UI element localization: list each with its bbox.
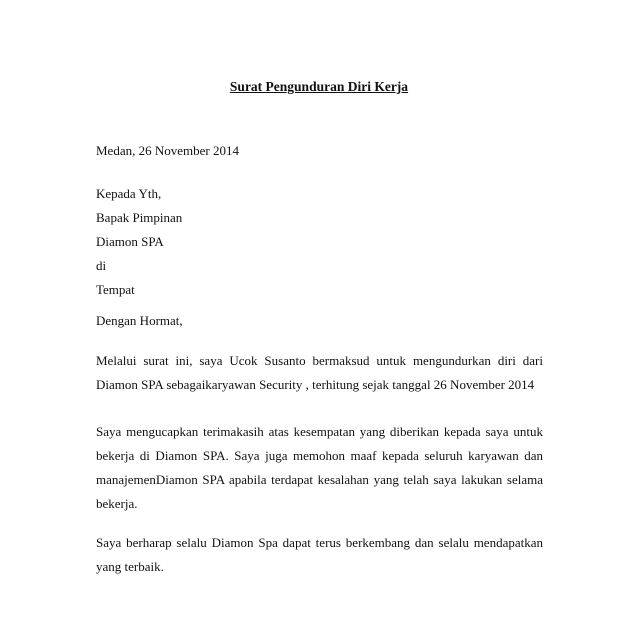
recipient-line-4: di xyxy=(96,258,107,273)
paragraph-3: Saya berharap selalu Diamon Spa dapat terus berkembang dan selalu mendapatkan yang terbaik. xyxy=(96,535,543,574)
recipient-line-1: Kepada Yth, xyxy=(96,186,162,201)
place-date: Medan, 26 November 2014 xyxy=(96,143,239,158)
recipient-line-2: Bapak Pimpinan xyxy=(96,210,183,225)
paragraph-2: Saya mengucapkan terimakasih atas kesempatan yang diberikan kepada saya untuk bekerja di Diamon SPA. Saya juga memohon maaf kepada seluruh karyawan dan manajemenDiamon SPA apabila terdapat kesalahan yang telah saya lakukan selama bekerja. xyxy=(96,424,543,511)
greeting: Dengan Hormat, xyxy=(96,313,183,328)
recipient-line-5: Tempat xyxy=(96,282,135,297)
paragraph-1: Melalui surat ini, saya Ucok Susanto bermaksud untuk mengundurkan diri dari Diamon SPA sebagaikaryawan Security , terhitung sejak tanggal 26 November 2014 xyxy=(96,353,543,392)
letter-title: Surat Pengunduran Diri Kerja xyxy=(229,79,409,94)
recipient-line-3: Diamon SPA xyxy=(96,234,164,249)
